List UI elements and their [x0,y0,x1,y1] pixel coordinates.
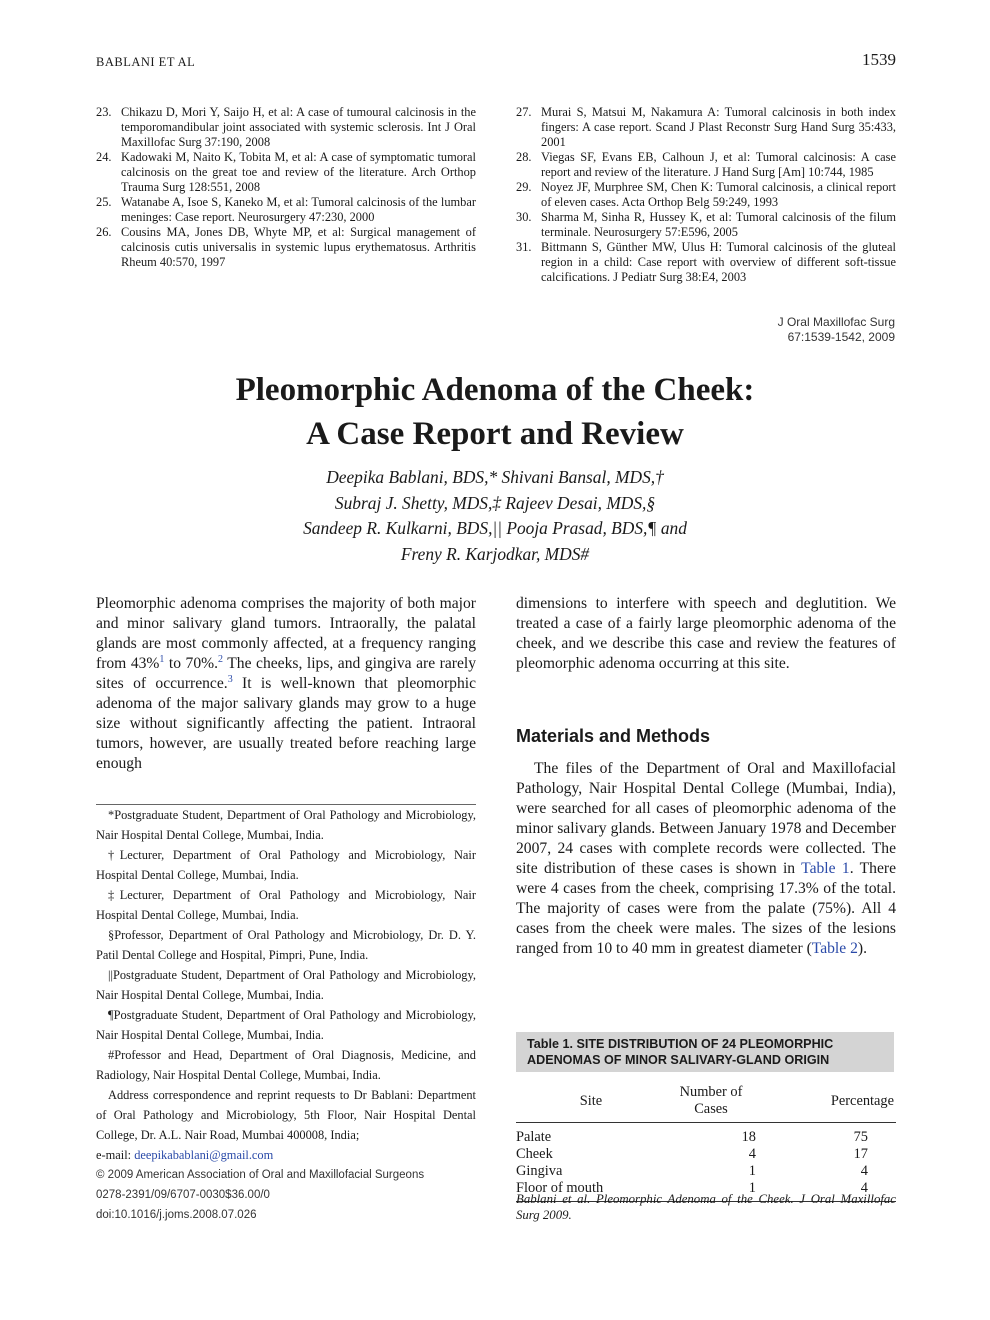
table-row: Palate 18 75 [516,1129,868,1145]
footnote: ||Postgraduate Student, Department of Oral Pathology and Microbiology, Nair Hospital Dental College, Mumbai, India. [96,968,476,1002]
table-row: Gingiva 1 4 [516,1163,868,1179]
footnote: †Lecturer, Department of Oral Pathology and Microbiology, Nair Hospital Dental College, Mumbai, India. [96,848,476,882]
reference-link[interactable]: 3 [227,673,233,685]
table-header: Site [516,1082,666,1123]
footnote: Address correspondence and reprint requests to Dr Bablani: Department of Oral Pathology and Microbiology, 5th Floor, Nair Hospital Dental College, Dr. A.L. Nair Road, Mumbai 400008, India; [96,1088,476,1142]
footnote: ‡Lecturer, Department of Oral Pathology and Microbiology, Nair Hospital Dental College, Mumbai, India. [96,888,476,922]
table-title: Table 1. SITE DISTRIBUTION OF 24 PLEOMORPHIC ADENOMAS OF MINOR SALIVARY-GLAND ORIGIN [527,1037,834,1067]
table-link[interactable]: Table 2 [811,940,858,957]
reference-item: 29. Noyez JF, Murphree SM, Chen K: Tumoral calcinosis, a clinical report of eleven cases. Acta Orthop Belg 59:249, 1993 [516,180,896,209]
methods-paragraph: The files of the Department of Oral and Maxillofacial Pathology, Nair Hospital Dental College (Mumbai, India), were searched for all cases of pleomorphic adenoma of the minor salivary glands. Between January 1978 and December 2007, 24 cases with complete records were collected. The site distribution of these cases is shown in Table 1. There were 4 cases from the cheek, comprising 17.3% of the total. The majority of cases were from the palate (75%). All 4 cases from the cheek were males. The sizes of the lesions ranged from 10 to 40 mm in greatest diameter (Table 2). [516,760,896,957]
reference-item: 24. Kadowaki M, Naito K, Tobita M, et al: A case of symptomatic tumoral calcinosis on the great toe and review of the literature. Arch Orthop Trauma Surg 128:551, 2008 [96,150,476,194]
intro-paragraph-continued: dimensions to interfere with speech and deglutition. We treated a case of a fairly large pleomorphic adenoma of the cheek, and we describe this case and review the features of pleomorphic adenoma occurring at this site. [516,595,896,672]
intro-paragraph: Pleomorphic adenoma comprises the majority of both major and minor salivary gland tumors. Intraorally, the palatal glands are most commonly affected, at a frequency ranging from 43%$^1$ to 70%.$^2$ The cheeks, lips, and gingiva are rarely sites of occurrence.$^3$ It is well-known that pleomorphic adenoma of the major salivary glands may grow to a huge size without significantly affecting the patient. Intraoral tumors, however, are usually treated before reaching large enough [96,595,477,772]
doi: doi:10.1016/j.joms.2008.07.026 [96,1209,257,1221]
footnote: *Postgraduate Student, Department of Oral Pathology and Microbiology, Nair Hospital Dental College, Mumbai, India. [96,808,476,842]
reference-link[interactable]: 1 [159,653,165,665]
footnote: #Professor and Head, Department of Oral Diagnosis, Medicine, and Radiology, Nair Hospital Dental College, Mumbai, India. [96,1048,476,1082]
table-caption: Bablani et al. Pleomorphic Adenoma of the Cheek. J Oral Maxillofac Surg 2009. [516,1192,896,1222]
footnote: §Professor, Department of Oral Pathology and Microbiology, Dr. D. Y. Patil Dental College and Hospital, Pimpri, Pune, India. [96,928,476,962]
author-list: Deepika Bablani, BDS,* Shivani Bansal, MDS,† Subraj J. Shetty, MDS,‡ Rajeev Desai, MDS,§ Sandeep R. Kulkarni, BDS,|| Pooja Prasad, BDS,¶ and Freny R. Karjodkar, MDS# [303,467,687,564]
journal-citation: J Oral Maxillofac Surg 67:1539-1542, 2009 [777,315,895,344]
references-left [96,105,476,270]
page-number: 1539 [862,50,896,69]
issn: 0278-2391/09/6707-0030$36.00/0 [96,1189,270,1201]
table-header: Number of Cases [666,1082,756,1123]
reference-item: 30. Sharma M, Sinha R, Hussey K, et al: Tumoral calcinosis of the filum terminale. Neurosurgery 57:E596, 2005 [516,210,896,239]
reference-item: 25. Watanabe A, Isoe S, Kaneko M, et al: Tumoral calcinosis of the lumbar meninges: Case report. Neurosurgery 47:230, 2000 [96,195,476,224]
table-row: Cheek 4 17 [516,1146,868,1162]
footnote-email: e-mail: deepikabablani@gmail.com [96,1148,274,1162]
footnotes [96,805,476,1225]
table-link[interactable]: Table 1 [801,860,850,877]
reference-item: 26. Cousins MA, Jones DB, Whyte MP, et al: Surgical management of calcinosis cutis universalis in systemic lupus erythematosus. Arthritis Rheum 40:570, 1997 [96,225,476,269]
reference-link[interactable]: 2 [218,653,224,665]
email-link[interactable]: deepikabablani@gmail.com [134,1148,274,1162]
references-right [516,105,896,285]
copyright: © 2009 American Association of Oral and Maxillofacial Surgeons [96,1169,425,1181]
reference-item: 27. Murai S, Matsui M, Nakamura A: Tumoral calcinosis in both index fingers: A case report. Scand J Plast Reconstr Surg Hand Surg 35:433, 2001 [516,105,896,149]
section-heading: Materials and Methods [516,726,711,746]
table-row: Floor of mouth 1 4 [516,1180,896,1202]
reference-item: 28. Viegas SF, Evans EB, Calhoun J, et al: Tumoral calcinosis: A case report and review of the literature. J Hand Surg [Am] 10:744, 1985 [516,150,896,179]
site-distribution-table [516,1082,896,1202]
reference-item: 31. Bittmann S, Günther MW, Ulus H: Tumoral calcinosis of the gluteal region in a child: Case report with overview of different soft-tissue calcifications. J Pediatr Surg 38:E4, 2003 [516,240,896,284]
running-head: BABLANI ET AL [96,55,196,69]
article-title: Pleomorphic Adenoma of the Cheek: A Case Report and Review [235,372,755,452]
table-header: Percentage [756,1082,896,1123]
footnote: ¶Postgraduate Student, Department of Oral Pathology and Microbiology, Nair Hospital Dental College, Mumbai, India. [96,1008,476,1042]
reference-item: 23. Chikazu D, Mori Y, Saijo H, et al: A case of tumoural calcinosis in the temporomandibular joint associated with systemic sclerosis. Int J Oral Maxillofac Surg 37:190, 2008 [96,105,476,149]
